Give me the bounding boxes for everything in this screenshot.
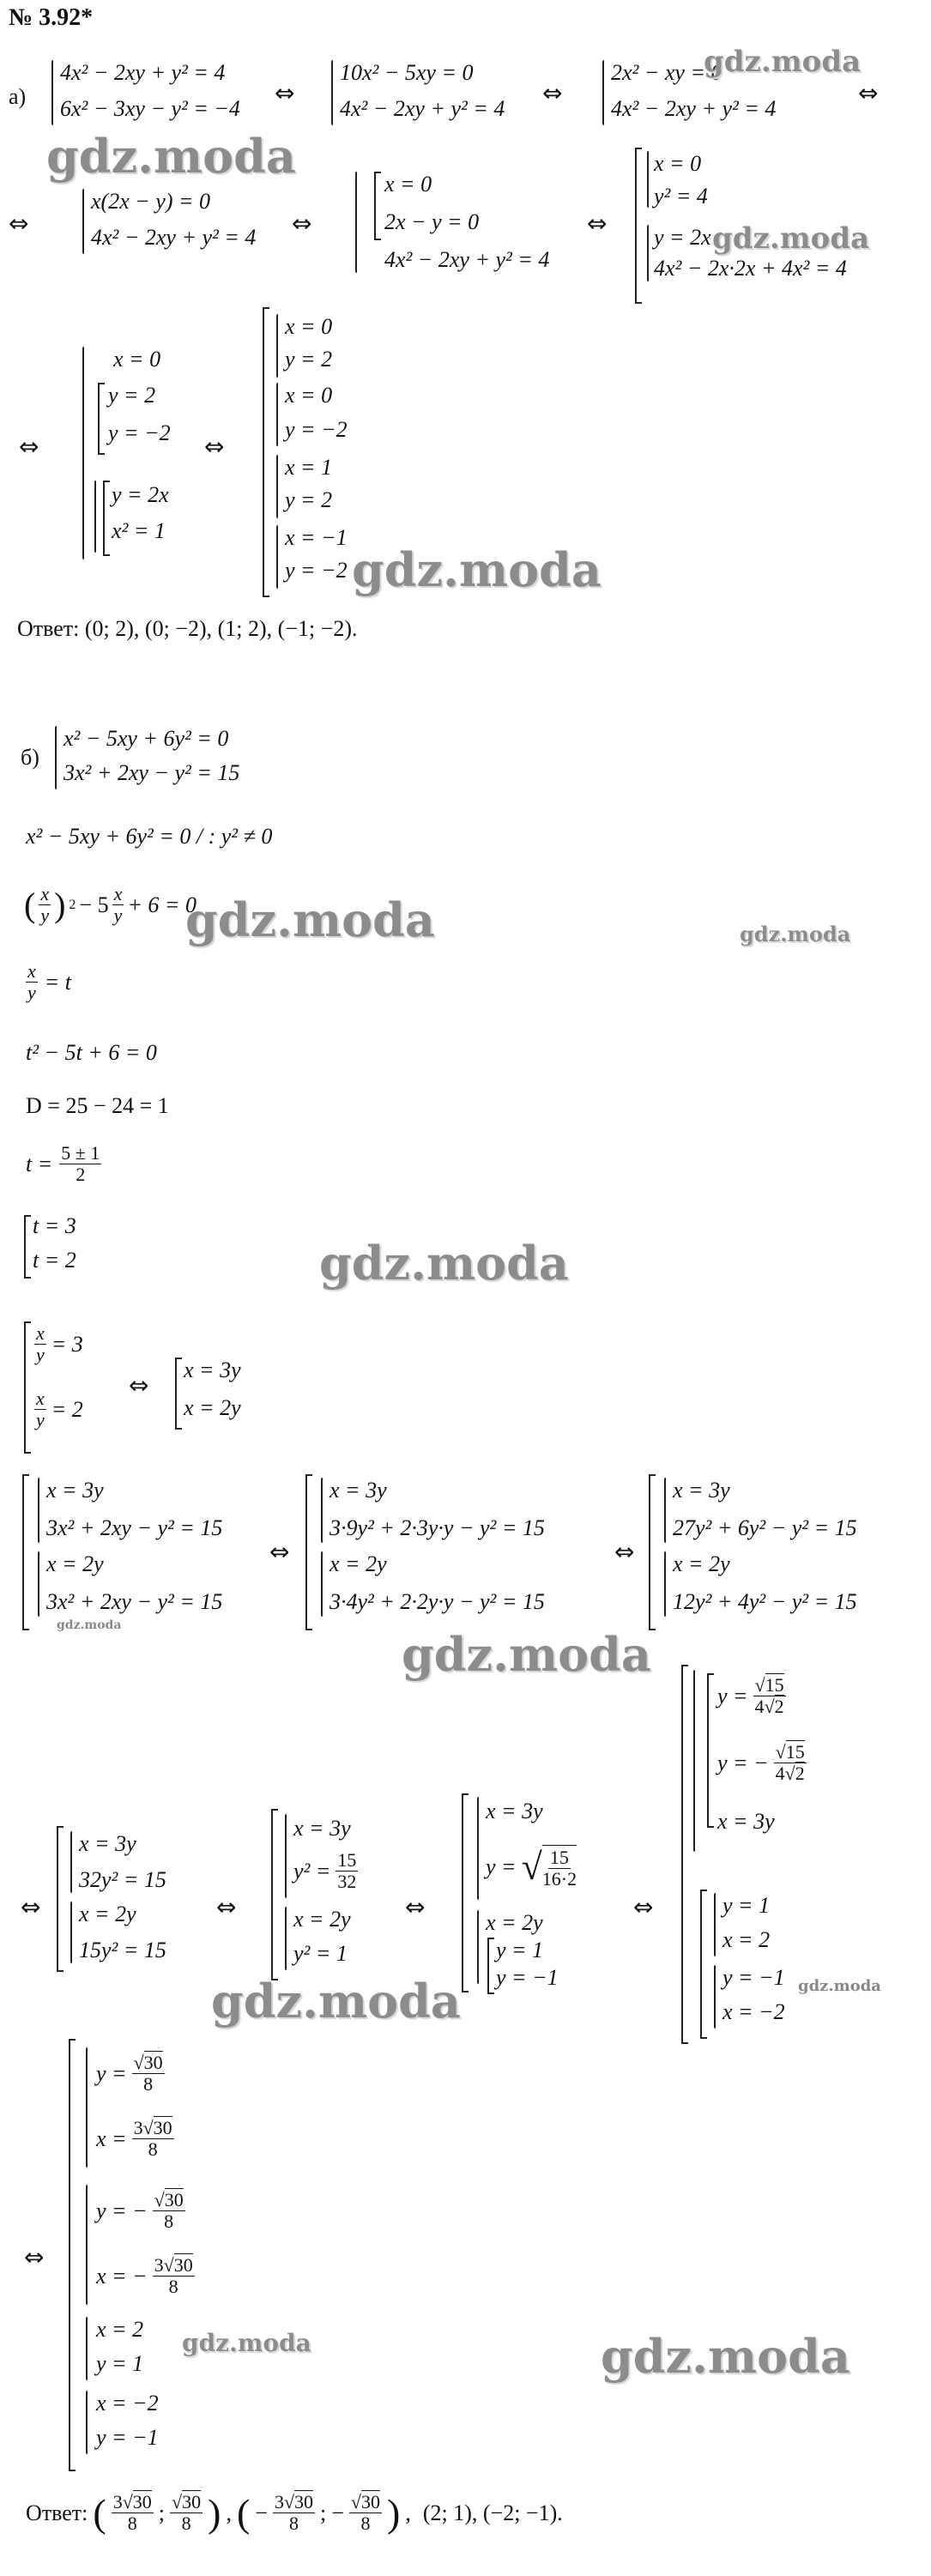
- equation: [717, 1675, 786, 1717]
- fraction: [112, 884, 124, 926]
- equation: x² − 5xy + 6y² = 0: [63, 726, 229, 751]
- ratio-equation: [24, 884, 196, 926]
- radicand: 30: [173, 2254, 193, 2276]
- problem-number: № 3.92*: [9, 4, 94, 31]
- term: = 3: [51, 1331, 83, 1357]
- radicand: 30: [294, 2491, 314, 2513]
- part-a-answer: Ответ: (0; 2), (0; −2), (1; 2), (−1; −2).: [17, 616, 358, 641]
- equation: 3·4y² + 2·2y·y − y² = 15: [329, 1589, 545, 1614]
- sign: −: [255, 2500, 268, 2525]
- radicand: 30: [132, 2491, 152, 2513]
- equation: [293, 1850, 358, 1892]
- term: + 6 = 0: [127, 892, 196, 917]
- quadratic: t² − 5t + 6 = 0: [26, 1040, 157, 1065]
- equation: 3x² + 2xy − y² = 15: [46, 1515, 223, 1540]
- radical-sign: √: [142, 2117, 154, 2138]
- watermark: gdz.moda: [601, 2329, 850, 2384]
- denominator: 8: [148, 2138, 158, 2160]
- fraction: [753, 1675, 786, 1717]
- equation: x = 0: [654, 151, 702, 176]
- equation: y = 2: [285, 347, 333, 372]
- numerator: [273, 2492, 315, 2513]
- equation: x = −1: [285, 525, 348, 550]
- denominator: 8: [164, 2210, 174, 2232]
- system-brace: [82, 189, 84, 254]
- term: y = −: [96, 2198, 148, 2223]
- equation: y = 1: [722, 1893, 771, 1918]
- equivalence-icon: ⇔: [292, 209, 312, 238]
- equation: y = 2: [108, 383, 156, 408]
- term: y =: [486, 1854, 517, 1879]
- equation: y = −1: [96, 2425, 159, 2450]
- numerator: x: [36, 1388, 45, 1409]
- coefficient: 3: [133, 2117, 143, 2138]
- collection-bracket: [22, 1474, 29, 1630]
- radical-sign: √: [283, 2491, 295, 2513]
- substitution: [26, 961, 71, 1003]
- system-brace: [86, 2317, 88, 2380]
- collection-bracket: [635, 148, 642, 304]
- watermark: gdz.moda: [185, 892, 435, 947]
- fraction: [542, 1845, 577, 1890]
- collection-bracket: [103, 481, 110, 556]
- fraction: [132, 2118, 174, 2160]
- equation: y = 2x: [654, 225, 711, 250]
- system-brace: [276, 383, 278, 446]
- numerator: [153, 2255, 195, 2277]
- collection-bracket: [462, 1793, 469, 1992]
- radical-sign: √: [122, 2491, 133, 2513]
- numerator: 15: [549, 1847, 569, 1868]
- equation: 3x² + 2xy − y² = 15: [46, 1589, 223, 1614]
- open-paren: (: [93, 2490, 106, 2535]
- collection-bracket: [263, 307, 269, 597]
- equation: 3x² + 2xy − y² = 15: [63, 760, 240, 785]
- collection-bracket: [374, 172, 381, 240]
- equation: 27y² + 6y² − y² = 15: [673, 1515, 857, 1540]
- equation: [96, 2190, 185, 2232]
- system-brace: [82, 347, 84, 559]
- equivalence-icon: ⇔: [9, 209, 29, 238]
- separator: ;: [158, 2500, 166, 2525]
- term: x =: [96, 2126, 127, 2151]
- watermark: gdz.moda: [798, 1977, 881, 1995]
- equation: x = 2y: [293, 1907, 351, 1932]
- equation: x = 3y: [486, 1799, 543, 1823]
- square-root: [522, 1845, 577, 1890]
- system-brace: [70, 1902, 72, 1963]
- equation: [96, 2255, 195, 2297]
- radicand: 15: [765, 1674, 784, 1696]
- equation: 12y² + 4y² − y² = 15: [673, 1589, 857, 1614]
- numerator: x: [27, 960, 36, 982]
- watermark: gdz.moda: [740, 922, 851, 946]
- system-brace: [647, 151, 649, 208]
- equation: 4x² − 2xy + y² = 4: [91, 225, 257, 250]
- system-brace: [276, 455, 278, 518]
- term: y =: [96, 2060, 127, 2086]
- system-brace: [86, 2185, 88, 2305]
- equation: [96, 2053, 165, 2095]
- equation: x = 3y: [717, 1809, 775, 1834]
- equation: 4x² − 2xy + y² = 4: [611, 96, 777, 121]
- equation: y² = 1: [293, 1941, 348, 1966]
- system-brace: [331, 60, 333, 125]
- equation: x = 3y: [46, 1478, 104, 1503]
- fraction: [34, 1323, 46, 1365]
- numerator: 15: [337, 1849, 357, 1871]
- collection-bracket: [305, 1474, 312, 1630]
- equivalence-icon: ⇔: [19, 432, 39, 461]
- equivalence-icon: ⇔: [269, 1538, 290, 1566]
- system-brace: [693, 1670, 695, 1852]
- denominator: 2: [76, 1164, 86, 1185]
- coefficient: 3: [154, 2254, 164, 2276]
- equation: x = 3y: [184, 1358, 241, 1382]
- denominator: 8: [143, 2073, 154, 2095]
- equation: x = 2y: [673, 1551, 730, 1576]
- radical-sign: √: [764, 1696, 775, 1717]
- root: t = 2: [33, 1248, 76, 1273]
- equivalence-icon: ⇔: [216, 1893, 237, 1921]
- coefficient: 3: [112, 2491, 123, 2513]
- radicand: 30: [153, 2117, 172, 2138]
- collection-bracket: [700, 1890, 707, 2039]
- equation: x = 2y: [329, 1551, 387, 1576]
- equation: [486, 1845, 577, 1890]
- denominator: y: [36, 1344, 45, 1365]
- close-paren: ): [387, 2490, 401, 2535]
- equivalence-icon: ⇔: [542, 79, 563, 107]
- numerator: [132, 2118, 174, 2139]
- equation: 2x − y = 0: [384, 209, 480, 234]
- numerator: 5 ± 1: [61, 1142, 100, 1164]
- equation: x = −2: [722, 1999, 785, 2024]
- denominator: y: [40, 904, 50, 926]
- system-brace: [355, 172, 357, 273]
- equation: 3·9y² + 2·3y·y − y² = 15: [329, 1515, 545, 1540]
- radical-sign: √: [163, 2254, 174, 2276]
- equation: x = 0: [113, 347, 161, 372]
- numerator: [132, 2053, 165, 2074]
- collection-bracket: [271, 1809, 278, 1980]
- ratio-case: [34, 1388, 83, 1430]
- system-brace: [276, 314, 278, 378]
- numerator: [774, 1742, 807, 1763]
- denominator: y: [27, 982, 36, 1003]
- denominator: 8: [288, 2513, 299, 2534]
- watermark: gdz.moda: [46, 129, 296, 184]
- equation: 4x² − 2x·2x + 4x² = 4: [654, 256, 847, 281]
- equation: y = 2: [285, 487, 333, 512]
- collection-bracket: [487, 1938, 494, 1994]
- equivalence-icon: ⇔: [405, 1893, 426, 1921]
- system-brace: [664, 1478, 666, 1543]
- system-brace: [70, 1831, 72, 1893]
- term: y =: [717, 1683, 748, 1708]
- equation: x = 2: [722, 1927, 771, 1952]
- watermark: gdz.moda: [704, 45, 861, 79]
- fraction: [26, 961, 38, 1003]
- denominator: y: [36, 1409, 45, 1430]
- part-a-label: а): [9, 84, 27, 109]
- system-brace: [321, 1478, 323, 1543]
- part-b-label: б): [21, 745, 39, 770]
- numerator: [170, 2492, 203, 2513]
- radical-sign: √: [754, 1674, 765, 1696]
- system-brace: [664, 1551, 666, 1617]
- term: y² =: [293, 1858, 331, 1884]
- answer-label: Ответ:: [26, 2500, 88, 2525]
- separator: ;: [320, 2500, 327, 2525]
- equation: x = 3y: [329, 1478, 387, 1503]
- denominator: 8: [360, 2513, 371, 2534]
- equivalence-icon: ⇔: [204, 432, 225, 461]
- fraction: [349, 2492, 382, 2534]
- collection-bracket: [175, 1358, 182, 1430]
- coefficient: 3: [274, 2491, 284, 2513]
- equation: x = 0: [285, 314, 333, 339]
- system-brace: [276, 525, 278, 589]
- system-brace: [51, 60, 53, 125]
- radical-sign: √: [784, 1763, 795, 1784]
- equation: [717, 1742, 807, 1784]
- equation: y = 2x: [112, 482, 169, 507]
- term: = 2: [51, 1396, 83, 1422]
- fraction: [774, 1742, 807, 1784]
- equation: 4x² − 2xy + y² = 4: [384, 247, 550, 272]
- equation: x = 0: [384, 172, 432, 197]
- equivalence-icon: ⇔: [24, 2243, 45, 2271]
- close-paren: ): [54, 885, 66, 924]
- coefficient: 4: [775, 1763, 785, 1784]
- equation: x² = 1: [112, 518, 166, 543]
- discriminant: D = 25 − 24 = 1: [26, 1093, 169, 1118]
- radicand: 2: [774, 1696, 784, 1717]
- equation: y = −2: [285, 558, 348, 583]
- equivalence-icon: ⇔: [614, 1538, 635, 1566]
- equation: x = 2y: [79, 1902, 136, 1926]
- denominator: 32: [337, 1871, 357, 1892]
- open-paren: (: [236, 2490, 251, 2535]
- equation: x = 2y: [184, 1395, 241, 1420]
- denominator: 8: [127, 2513, 137, 2534]
- numerator: x: [113, 883, 123, 904]
- equation: 4x² − 2xy + y² = 4: [60, 60, 226, 85]
- fraction: [153, 2190, 185, 2232]
- collection-bracket: [681, 1665, 688, 2044]
- numerator: [753, 1675, 786, 1696]
- equation: x = 2y: [486, 1910, 543, 1935]
- numerator: [112, 2492, 154, 2513]
- equation: x = 0: [285, 383, 333, 408]
- system-brace: [38, 1551, 39, 1617]
- equivalence-icon: ⇔: [129, 1371, 149, 1400]
- open-paren: (: [24, 885, 36, 924]
- fraction: [34, 1388, 46, 1430]
- radicand: 30: [182, 2491, 202, 2513]
- part-b-answer: [26, 2492, 563, 2534]
- term: − 5: [79, 892, 109, 917]
- equation: 6x² − 3xy − y² = −4: [60, 96, 240, 121]
- equivalence-icon: ⇔: [858, 79, 879, 107]
- equivalence-icon: ⇔: [275, 79, 295, 107]
- radicand: 30: [164, 2189, 184, 2210]
- equivalence-icon: ⇔: [21, 1893, 41, 1921]
- equation: x = 3y: [79, 1831, 136, 1856]
- system-brace: [55, 726, 57, 789]
- equation: 32y² = 15: [79, 1867, 166, 1892]
- equation: y = −1: [722, 1965, 785, 1990]
- coefficient: 4: [754, 1696, 765, 1717]
- fraction: [273, 2492, 315, 2534]
- equation: y = 1: [496, 1938, 544, 1962]
- system-brace: [285, 1907, 287, 1970]
- watermark: gdz.moda: [402, 1627, 651, 1682]
- numerator: [349, 2492, 382, 2513]
- fraction: [170, 2492, 203, 2534]
- numerator: x: [36, 1322, 45, 1344]
- collection-bracket: [24, 1321, 31, 1454]
- equation: y = −1: [496, 1965, 559, 1990]
- collection-bracket: [649, 1474, 656, 1630]
- equation: [96, 2118, 174, 2160]
- system-brace: [714, 1893, 716, 1956]
- system-brace: [714, 1965, 716, 2029]
- equivalence-icon: ⇔: [587, 209, 608, 238]
- equation: 2x² − xy = 0: [611, 60, 722, 85]
- denominator: [755, 1696, 784, 1717]
- system-brace: [602, 60, 604, 125]
- system-brace: [285, 1814, 287, 1898]
- fraction: [59, 1143, 101, 1185]
- sign: −: [331, 2500, 344, 2525]
- numerator: x: [40, 883, 50, 904]
- radicand: 15: [785, 1741, 805, 1763]
- equation: x = 2: [96, 2317, 144, 2342]
- equation: y² = 4: [654, 184, 708, 209]
- system-brace: [647, 225, 649, 281]
- radical-sign: √: [521, 1846, 542, 1888]
- watermark: gdz.moda: [352, 542, 602, 597]
- fraction: [39, 884, 51, 926]
- fraction: [153, 2255, 195, 2297]
- fraction: [336, 1850, 358, 1892]
- radical-sign: √: [350, 2491, 361, 2513]
- term: x = −: [96, 2263, 148, 2289]
- radical-sign: √: [775, 1741, 786, 1763]
- collection-bracket: [707, 1673, 714, 1828]
- denominator: [776, 1763, 805, 1784]
- watermark: gdz.moda: [319, 1236, 569, 1291]
- collection-bracket: [69, 2039, 76, 2471]
- answer-values: (2; 1), (−2; −1).: [422, 2500, 563, 2525]
- radical-sign: √: [172, 2491, 183, 2513]
- denominator: 8: [168, 2276, 178, 2297]
- fraction: [112, 2492, 154, 2534]
- radicand: 2: [795, 1763, 805, 1784]
- equation: x(2x − y) = 0: [91, 189, 211, 214]
- root: t = 3: [33, 1213, 76, 1238]
- denominator: 16·2: [541, 1868, 577, 1890]
- equation: y = 1: [96, 2351, 144, 2376]
- equation: x = 3y: [673, 1478, 730, 1503]
- equation: x = −2: [96, 2391, 159, 2416]
- separator: ,: [405, 2500, 411, 2525]
- watermark: gdz.moda: [712, 221, 870, 256]
- collection-bracket: [57, 1826, 63, 1972]
- system-brace: [86, 2047, 88, 2168]
- system-brace: [477, 1910, 479, 1984]
- watermark: gdz.moda: [182, 2329, 311, 2357]
- radical-sign: √: [154, 2189, 165, 2210]
- equation: y = −2: [285, 417, 348, 442]
- equivalence-icon: ⇔: [633, 1893, 654, 1921]
- radicand: 30: [361, 2491, 380, 2513]
- equation: 4x² − 2xy + y² = 4: [340, 96, 505, 121]
- system-brace: [86, 2391, 88, 2454]
- watermark: gdz.moda: [211, 1974, 461, 2029]
- equation: x = 1: [285, 455, 333, 480]
- collection-bracket: [24, 1215, 31, 1279]
- term: t =: [26, 1151, 53, 1176]
- roots-formula: [26, 1143, 101, 1185]
- denominator: 8: [181, 2513, 191, 2534]
- numerator: [153, 2190, 185, 2211]
- system-brace: [94, 481, 96, 553]
- collection-bracket: [98, 383, 105, 455]
- denominator: y: [113, 904, 123, 926]
- division-step: x² − 5xy + 6y² = 0 / : y² ≠ 0: [26, 824, 273, 849]
- separator: ,: [226, 2500, 232, 2525]
- equation: y = −2: [108, 420, 171, 445]
- radicand: 30: [143, 2052, 163, 2073]
- ratio-case: [34, 1323, 83, 1365]
- system-brace: [477, 1797, 479, 1900]
- term: = t: [44, 969, 72, 995]
- equation: x = 2y: [46, 1551, 104, 1576]
- exponent: 2: [69, 897, 76, 912]
- equation: x = 3y: [293, 1816, 351, 1841]
- watermark: gdz.moda: [57, 1618, 122, 1632]
- fraction: [132, 2053, 165, 2095]
- term: y = −: [717, 1750, 769, 1775]
- equation: 10x² − 5xy = 0: [340, 60, 474, 85]
- radical-sign: √: [133, 2052, 144, 2073]
- close-paren: ): [208, 2490, 221, 2535]
- system-brace: [321, 1551, 323, 1617]
- system-brace: [38, 1478, 39, 1543]
- equation: 15y² = 15: [79, 1938, 166, 1962]
